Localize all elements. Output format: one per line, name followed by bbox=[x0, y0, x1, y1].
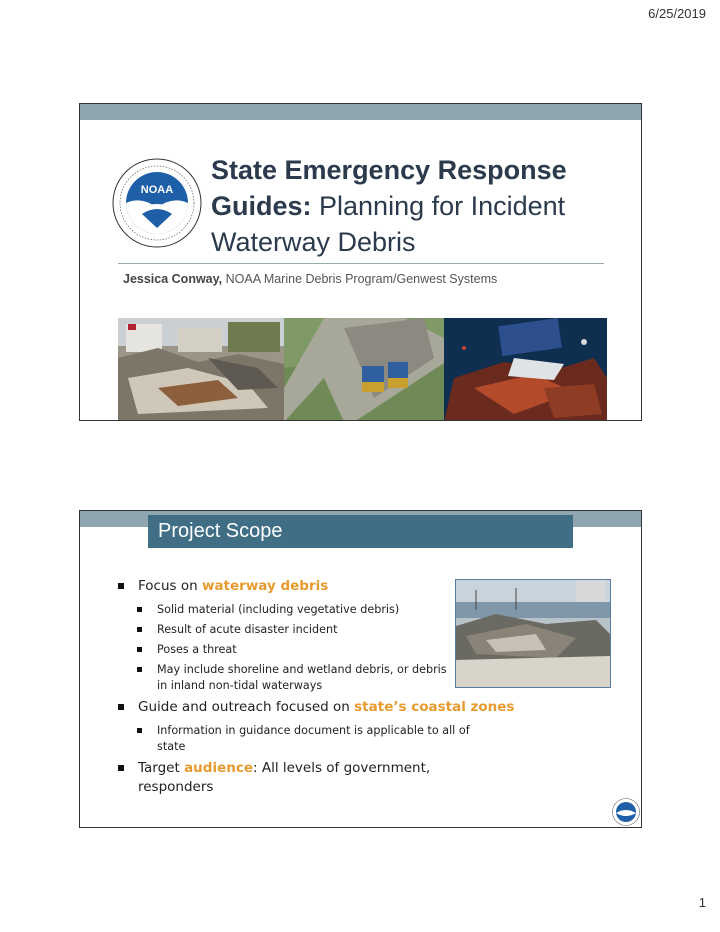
slide-top-bar bbox=[80, 104, 641, 120]
sub-bullet-text: Result of acute disaster incident bbox=[157, 623, 338, 636]
bullet-item bbox=[116, 698, 538, 717]
square-bullet-icon bbox=[137, 728, 142, 733]
bullet-text: Target bbox=[138, 760, 185, 776]
bullet-item bbox=[116, 759, 478, 797]
floating-debris-photo bbox=[444, 318, 607, 421]
sub-bullet-text: Solid material (including vegetative debris) bbox=[157, 603, 400, 616]
square-bullet-icon bbox=[118, 765, 124, 771]
title-line3: Waterway Debris bbox=[211, 227, 416, 257]
bullet-item bbox=[116, 577, 496, 596]
hurricane-wreckage-photo bbox=[118, 318, 284, 421]
noaa-seal-icon bbox=[112, 158, 202, 248]
square-bullet-icon bbox=[137, 627, 142, 632]
slide-title-text bbox=[211, 152, 621, 260]
bridge-debris-photo bbox=[284, 318, 444, 421]
noaa-small-logo-icon bbox=[612, 798, 640, 826]
bullet-highlight: waterway debris bbox=[201, 578, 329, 594]
author-line bbox=[123, 272, 497, 286]
title-bold-line2: Guides: bbox=[211, 191, 312, 221]
bullet-text: : All levels of government, responders bbox=[138, 760, 431, 795]
square-bullet-icon bbox=[137, 667, 142, 672]
square-bullet-icon bbox=[137, 607, 142, 612]
sub-bullet-item bbox=[135, 723, 487, 755]
bullet-text: Guide and outreach focused on bbox=[138, 699, 355, 715]
slide-title bbox=[79, 103, 642, 421]
square-bullet-icon bbox=[118, 583, 124, 589]
bullet-text: Focus on bbox=[138, 578, 202, 594]
square-bullet-icon bbox=[137, 647, 142, 652]
date-header: 6/25/2019 bbox=[648, 6, 706, 21]
slide-project-scope bbox=[79, 510, 642, 828]
sub-bullet-text: Poses a threat bbox=[157, 643, 237, 656]
sub-bullet-text: Information in guidance document is applicable to all of state bbox=[157, 724, 470, 753]
sub-bullet-text: May include shoreline and wetland debris, or debris in inland non-tidal waterways bbox=[157, 663, 447, 692]
title-rest-line2: Planning for Incident bbox=[311, 191, 566, 221]
bullet-highlight: audience bbox=[184, 760, 253, 776]
page-number: 1 bbox=[698, 895, 706, 910]
sub-bullet-item bbox=[135, 662, 447, 694]
square-bullet-icon bbox=[118, 704, 124, 710]
sub-bullet-item bbox=[135, 602, 496, 618]
title-divider bbox=[118, 263, 604, 264]
marina-debris-photo bbox=[455, 579, 611, 688]
bullet-list bbox=[116, 577, 515, 803]
author-affiliation: NOAA Marine Debris Program/Genwest Systems bbox=[222, 272, 498, 286]
slide-heading: Project Scope bbox=[148, 515, 573, 548]
author-name: Jessica Conway, bbox=[123, 272, 223, 286]
bullet-highlight: state’s coastal zones bbox=[354, 699, 515, 715]
sub-bullet-item bbox=[135, 642, 496, 658]
photo-strip bbox=[118, 318, 607, 421]
logo-text: NOAA bbox=[140, 184, 174, 196]
title-bold-line1: State Emergency Response bbox=[211, 155, 567, 185]
sub-bullet-item bbox=[135, 622, 496, 638]
